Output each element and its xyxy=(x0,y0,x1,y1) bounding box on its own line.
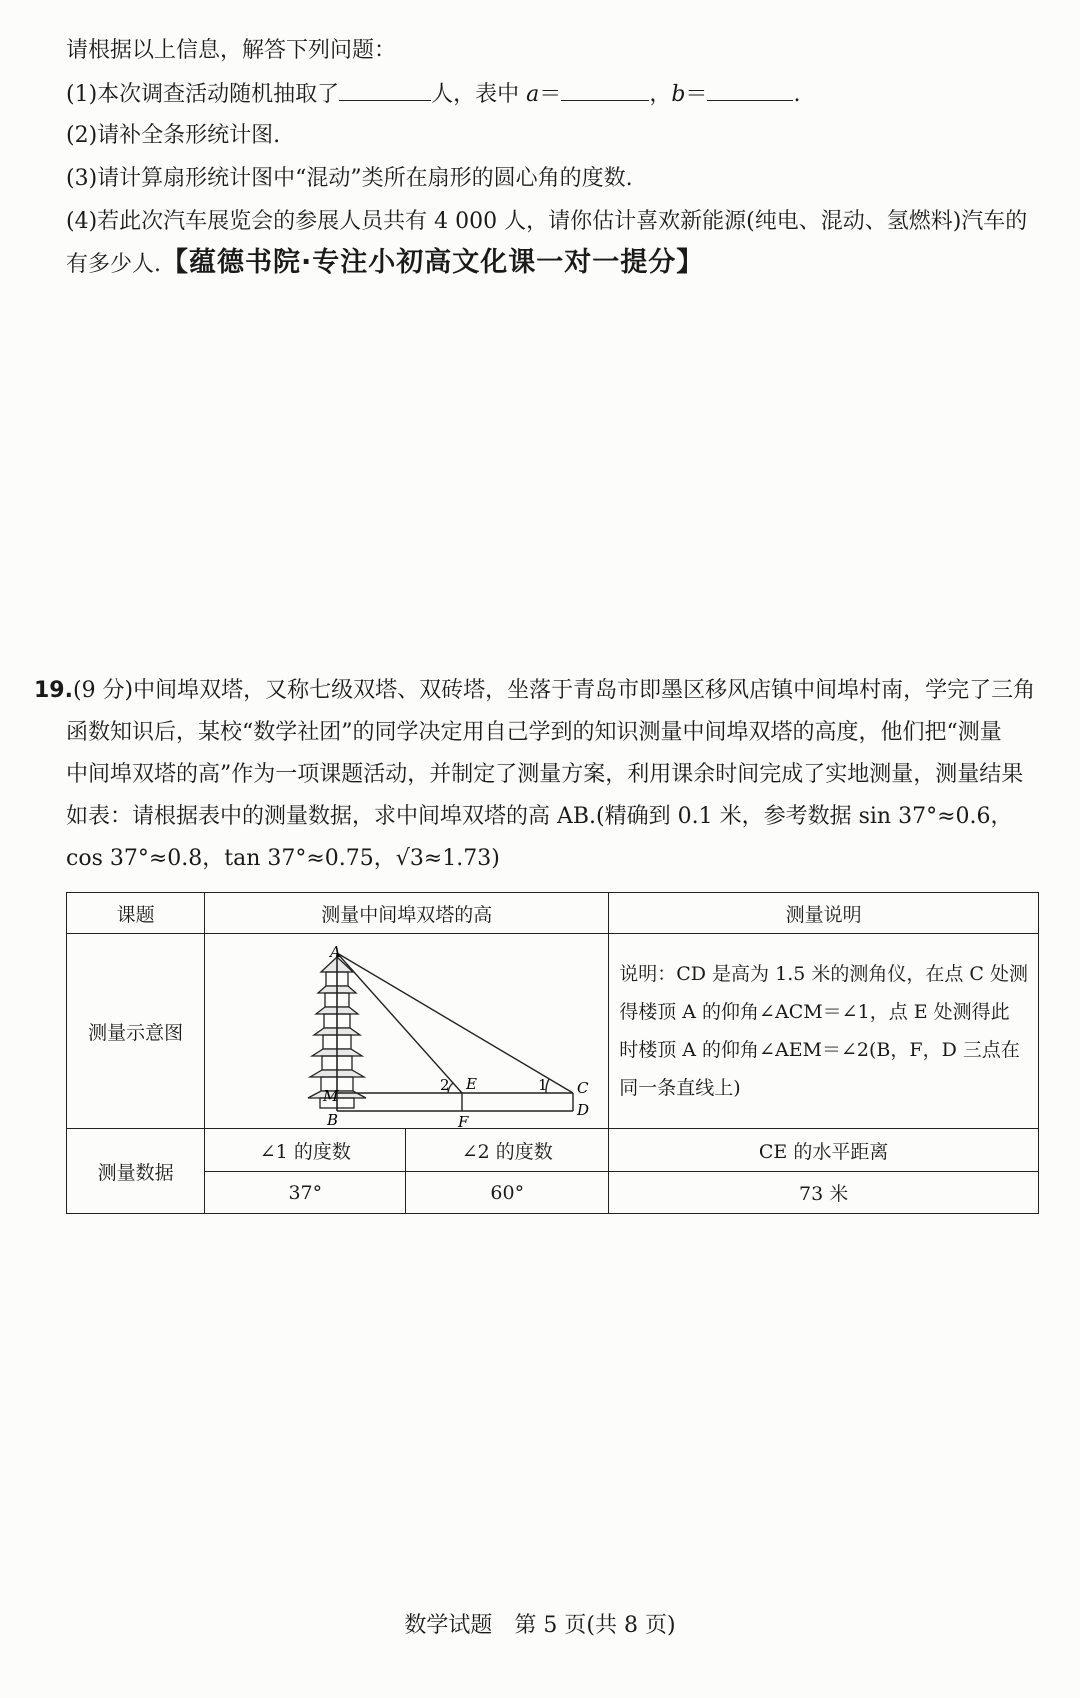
col2-head: ∠2 的度数 xyxy=(406,1129,609,1172)
q19-line2: 函数知识后，某校“数学社团”的同学决定用自己学到的知识测量中间埠双塔的高度，他们把“测量 xyxy=(66,720,1002,745)
desc-line2: 得楼顶 A 的仰角∠ACM＝∠1，点 E 处测得此 xyxy=(619,1001,1010,1023)
col3-head: CE 的水平距离 xyxy=(609,1129,1039,1172)
label-B: B xyxy=(327,1111,339,1127)
label-E: E xyxy=(466,1075,478,1093)
q19-line1: (9 分)中间埠双塔，又称七级双塔、双砖塔，坐落于青岛市即墨区移风店镇中间埠村南，学完了三角 xyxy=(72,678,1036,703)
q18-part1-text-b: 人，表中 xyxy=(431,82,527,107)
header-note: 测量说明 xyxy=(609,893,1039,934)
description-cell xyxy=(609,934,1039,1129)
q18-part4-line1: (4)若此次汽车展览会的参展人员共有 4 000 人，请你估计喜欢新能源(纯电、混动、氢燃料)汽车的 xyxy=(66,209,1028,234)
page-footer: 数学试题 第 5 页(共 8 页) xyxy=(404,1613,676,1638)
q18-part1 xyxy=(66,78,800,110)
answer-blank-a[interactable] xyxy=(561,78,649,101)
data-row-label: 测量数据 xyxy=(67,1129,205,1214)
label-angle2: 2 xyxy=(440,1076,450,1094)
q19-line5: cos 37°≈0.8，tan 37°≈0.75，√3≈1.73) xyxy=(66,846,500,871)
var-a: a xyxy=(526,82,540,107)
answer-blank-b[interactable] xyxy=(707,78,793,101)
comma: ， xyxy=(649,82,672,107)
q18-part4-text: 有多少人. xyxy=(66,252,161,277)
eq-a: ＝ xyxy=(539,82,562,107)
col3-value: 73 米 xyxy=(609,1172,1039,1214)
var-b: b xyxy=(671,82,686,107)
desc-line1: 说明：CD 是高为 1.5 米的测角仪，在点 C 处测 xyxy=(619,963,1028,985)
label-angle1: 1 xyxy=(538,1076,548,1094)
label-M: M xyxy=(323,1087,339,1105)
q18-part3: (3)请计算扇形统计图中“混动”类所在扇形的圆心角的度数. xyxy=(66,166,633,191)
q19-line3: 中间埠双塔的高”作为一项课题活动，并制定了测量方案，利用课余时间完成了实地测量，测量结果 xyxy=(66,762,1024,787)
header-topic: 课题 xyxy=(67,893,205,934)
eq-b: ＝ xyxy=(685,82,708,107)
q18-part4-line2 xyxy=(66,248,704,280)
desc-line4: 同一条直线上) xyxy=(619,1077,741,1099)
col2-value: 60° xyxy=(406,1172,609,1214)
col1-value: 37° xyxy=(205,1172,406,1214)
diagram-cell xyxy=(205,934,609,1129)
desc-line3: 时楼顶 A 的仰角∠AEM＝∠2(B，F，D 三点在 xyxy=(619,1039,1020,1061)
q18-part2: (2)请补全条形统计图. xyxy=(66,123,281,148)
measurement-table xyxy=(66,892,1039,1214)
q18-part1-text-a: (1)本次调查活动随机抽取了 xyxy=(66,82,340,107)
tower-diagram xyxy=(205,935,607,1127)
q18-intro: 请根据以上信息，解答下列问题： xyxy=(66,38,397,63)
label-A: A xyxy=(330,943,342,961)
answer-blank-count[interactable] xyxy=(339,78,431,101)
label-F: F xyxy=(458,1113,469,1127)
period: . xyxy=(793,82,801,107)
col1-head: ∠1 的度数 xyxy=(205,1129,406,1172)
label-C: C xyxy=(577,1079,589,1097)
header-title: 测量中间埠双塔的高 xyxy=(205,893,609,934)
question-19 xyxy=(34,670,1044,880)
label-D: D xyxy=(577,1101,590,1119)
q19-line4: 如表：请根据表中的测量数据，求中间埠双塔的高 AB.(精确到 0.1 米，参考数据 sin 37°≈0.6， xyxy=(66,804,1013,829)
watermark-ad: 【蕴德书院·专注小初高文化课一对一提分】 xyxy=(161,247,705,278)
question-number: 19. xyxy=(34,678,73,703)
diagram-row-label: 测量示意图 xyxy=(67,934,205,1129)
